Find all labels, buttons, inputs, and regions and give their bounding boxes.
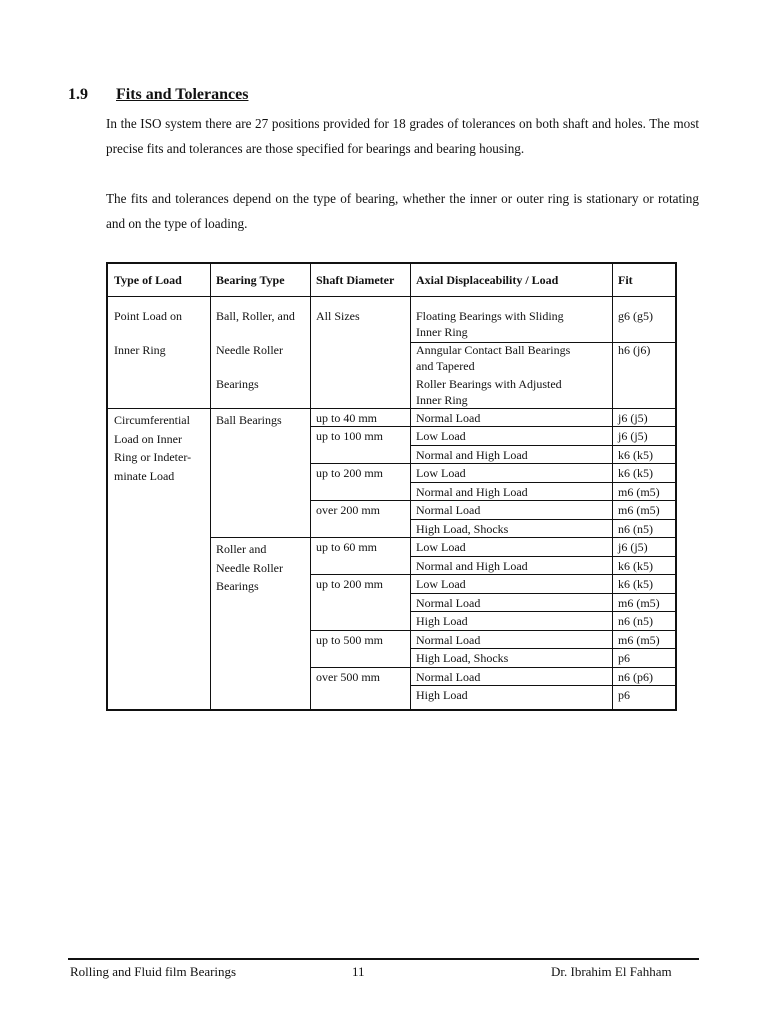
bearing-type-cell: Ball Bearings <box>216 413 282 427</box>
bearing-type-cell: Bearings <box>216 579 259 593</box>
axial-load-cell: High Load, Shocks <box>416 522 509 536</box>
table-rule <box>612 264 613 709</box>
axial-load-cell: High Load <box>416 688 468 702</box>
table-rule <box>410 426 675 427</box>
axial-load-cell: Normal Load <box>416 670 481 684</box>
table-rule <box>410 264 411 709</box>
table-rule <box>310 667 410 668</box>
table-rule <box>410 500 675 501</box>
fit-cell: h6 (j6) <box>618 343 651 357</box>
axial-load-cell: Low Load <box>416 577 466 591</box>
shaft-diameter-cell: up to 500 mm <box>316 633 384 647</box>
fit-cell: n6 (p6) <box>618 670 653 684</box>
table-rule <box>410 445 675 446</box>
column-header: Axial Displaceability / Load <box>416 273 559 287</box>
table-rule <box>410 537 675 538</box>
bearing-type-cell: Bearings <box>216 377 259 391</box>
axial-load-cell: Anngular Contact Ball Bearings <box>416 343 571 357</box>
shaft-diameter-cell: over 200 mm <box>316 503 380 517</box>
fit-cell: k6 (k5) <box>618 559 653 573</box>
table-rule <box>410 667 675 668</box>
load-type-cell: Inner Ring <box>114 343 166 357</box>
column-header: Bearing Type <box>216 273 285 287</box>
fit-cell: m6 (m5) <box>618 503 660 517</box>
paragraph: In the ISO system there are 27 positions provided for 18 grades of tolerances on both shaft and holes. The most precise fits and tolerances are those specified for bearings and bearing housing. <box>106 116 699 156</box>
table-rule <box>310 463 410 464</box>
bearing-type-cell: Ball, Roller, and <box>216 309 295 323</box>
table-rule <box>310 500 410 501</box>
axial-load-cell: Low Load <box>416 429 466 443</box>
footer-rule <box>68 958 699 960</box>
axial-load-cell: Normal Load <box>416 503 481 517</box>
fit-cell: j6 (j5) <box>618 540 648 554</box>
bearing-type-cell: Needle Roller <box>216 343 283 357</box>
footer-author: Dr. Ibrahim El Fahham <box>551 964 672 979</box>
shaft-diameter-cell: over 500 mm <box>316 670 380 684</box>
section-number: 1.9 <box>68 86 88 103</box>
shaft-diameter-cell: up to 200 mm <box>316 466 384 480</box>
bearing-type-cell: Needle Roller <box>216 560 283 575</box>
column-header: Fit <box>618 273 633 287</box>
fit-cell: k6 (k5) <box>618 466 653 480</box>
table-rule <box>410 630 675 631</box>
table-rule <box>108 408 675 409</box>
table-rule <box>310 630 410 631</box>
axial-load-cell: and Tapered <box>416 359 475 373</box>
table-rule <box>410 648 675 649</box>
section-title: Fits and Tolerances <box>116 86 249 103</box>
table-rule <box>310 574 410 575</box>
load-type-cell: Point Load on <box>114 309 182 323</box>
table-rule <box>210 264 211 709</box>
table-rule <box>310 264 311 709</box>
fit-cell: k6 (k5) <box>618 448 653 462</box>
shaft-diameter-cell: All Sizes <box>316 309 360 323</box>
axial-load-cell: Inner Ring <box>416 325 468 339</box>
axial-load-cell: Low Load <box>416 466 466 480</box>
axial-load-cell: Normal Load <box>416 633 481 647</box>
table-rule <box>210 537 310 538</box>
fit-cell: k6 (k5) <box>618 577 653 591</box>
table-rule <box>108 296 675 297</box>
fit-cell: m6 (m5) <box>618 596 660 610</box>
load-type-cell: Load on Inner <box>114 431 182 446</box>
table-rule <box>310 537 410 538</box>
bearing-type-cell: Roller and <box>216 542 267 556</box>
fit-cell: m6 (m5) <box>618 485 660 499</box>
fit-cell: m6 (m5) <box>618 633 660 647</box>
page-number: 11 <box>352 964 365 979</box>
fit-cell: p6 <box>618 688 630 702</box>
fits-table <box>106 262 677 711</box>
fit-cell: j6 (j5) <box>618 429 648 443</box>
table-rule <box>410 685 675 686</box>
table-rule <box>410 556 675 557</box>
table-rule <box>410 611 675 612</box>
axial-load-cell: Normal and High Load <box>416 448 528 462</box>
load-type-cell: Circumferential <box>114 413 190 427</box>
axial-load-cell: Normal Load <box>416 411 481 425</box>
axial-load-cell: Low Load <box>416 540 466 554</box>
shaft-diameter-cell: up to 60 mm <box>316 540 378 554</box>
axial-load-cell: Roller Bearings with Adjusted <box>416 377 562 391</box>
fit-cell: j6 (j5) <box>618 411 648 425</box>
axial-load-cell: Normal and High Load <box>416 485 528 499</box>
table-rule <box>310 426 410 427</box>
column-header: Shaft Diameter <box>316 273 395 287</box>
axial-load-cell: Inner Ring <box>416 393 468 407</box>
table-rule <box>410 574 675 575</box>
fit-cell: n6 (n5) <box>618 522 653 536</box>
fit-cell: p6 <box>618 651 630 665</box>
table-rule <box>410 482 675 483</box>
axial-load-cell: Normal Load <box>416 596 481 610</box>
axial-load-cell: High Load, Shocks <box>416 651 509 665</box>
paragraph: The fits and tolerances depend on the type of bearing, whether the inner or outer ring is stationary or rotating and on the type of loading. <box>106 191 699 231</box>
shaft-diameter-cell: up to 40 mm <box>316 411 378 425</box>
table-rule <box>410 463 675 464</box>
axial-load-cell: High Load <box>416 614 468 628</box>
load-type-cell: Ring or Indeter- <box>114 450 192 464</box>
load-type-cell: minate Load <box>114 468 175 483</box>
table-rule <box>410 593 675 594</box>
fit-cell: g6 (g5) <box>618 309 653 323</box>
axial-load-cell: Floating Bearings with Sliding <box>416 309 564 323</box>
axial-load-cell: Normal and High Load <box>416 559 528 573</box>
table-rule <box>410 519 675 520</box>
shaft-diameter-cell: up to 200 mm <box>316 577 384 591</box>
column-header: Type of Load <box>114 273 182 287</box>
footer-title: Rolling and Fluid film Bearings <box>70 964 237 979</box>
fit-cell: n6 (n5) <box>618 614 653 628</box>
shaft-diameter-cell: up to 100 mm <box>316 429 384 443</box>
